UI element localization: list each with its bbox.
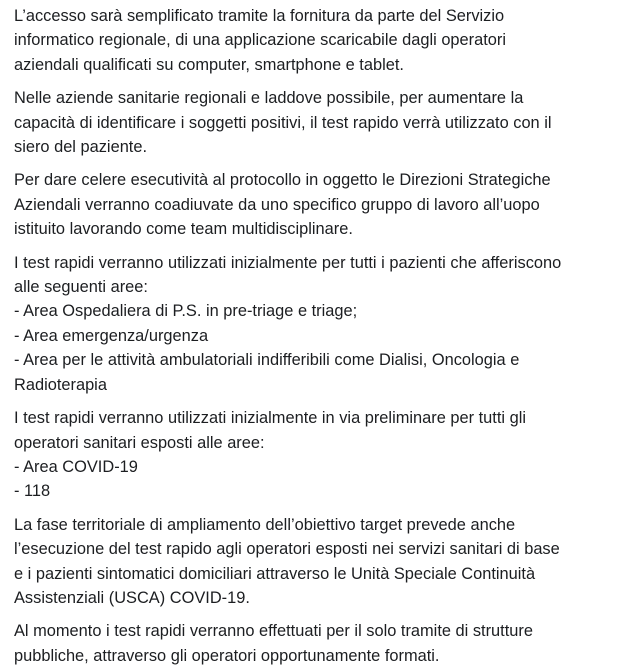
text-line: siero del paziente.: [14, 138, 148, 157]
text-line: istituito lavorando come team multidisciplinare.: [14, 220, 353, 239]
paragraph-strategic-directions: [14, 168, 609, 241]
list-item: - 118: [14, 482, 51, 501]
text-line: La fase territoriale di ampliamento dell’obiettivo target prevede anche: [14, 515, 516, 534]
paragraph-app-access: [14, 4, 609, 77]
text-line: L’accesso sarà semplificato tramite la fornitura da parte del Servizio: [14, 7, 505, 25]
text-line: I test rapidi verranno utilizzati inizialmente in via preliminare per tutti gli: [14, 409, 526, 428]
text-line: aziendali qualificati su computer, smartphone e tablet.: [14, 55, 404, 74]
list-item: - Area COVID-19: [14, 457, 138, 476]
text-line: pubbliche, attraverso gli operatori opportunamente formati.: [14, 646, 440, 665]
list-item: - Area per le attività ambulatoriali indifferibili come Dialisi, Oncologia e: [14, 351, 520, 370]
text-line: l’esecuzione del test rapido agli operatori esposti nei servizi sanitari di base: [14, 540, 560, 559]
text-line: Radioterapia: [14, 375, 107, 394]
text-line: Aziendali verranno coadiuvate da uno specifico gruppo di lavoro all’uopo: [14, 195, 540, 214]
text-line: Al momento i test rapidi verranno effettuati per il solo tramite di strutture: [14, 622, 533, 641]
text-line: capacità di identificare i soggetti positivi, il test rapido verrà utilizzato con il: [14, 113, 552, 132]
list-item: - Area Ospedaliera di P.S. in pre-triage e triage;: [14, 302, 358, 321]
text-line: informatico regionale, di una applicazione scaricabile dagli operatori: [14, 31, 507, 50]
text-line: e i pazienti sintomatici domiciliari attraverso le Unità Speciale Continuità: [14, 564, 536, 583]
paragraph-territorial-phase: [14, 513, 609, 611]
text-line: alle seguenti aree:: [14, 278, 148, 297]
text-line: Per dare celere esecutività al protocollo in oggetto le Direzioni Strategiche: [14, 171, 551, 190]
paragraph-operator-areas: [14, 406, 609, 504]
text-line: operatori sanitari esposti alle aree:: [14, 433, 265, 452]
text-line: I test rapidi verranno utilizzati inizialmente per tutti i pazienti che afferiscono: [14, 253, 562, 272]
paragraph-patient-areas: [14, 251, 609, 397]
text-line: Nelle aziende sanitarie regionali e laddove possibile, per aumentare la: [14, 89, 524, 108]
paragraph-public-facilities: [14, 619, 609, 668]
text-line: Assistenziali (USCA) COVID-19.: [14, 588, 250, 607]
paragraph-serum-test: [14, 86, 609, 159]
list-item: - Area emergenza/urgenza: [14, 326, 209, 345]
